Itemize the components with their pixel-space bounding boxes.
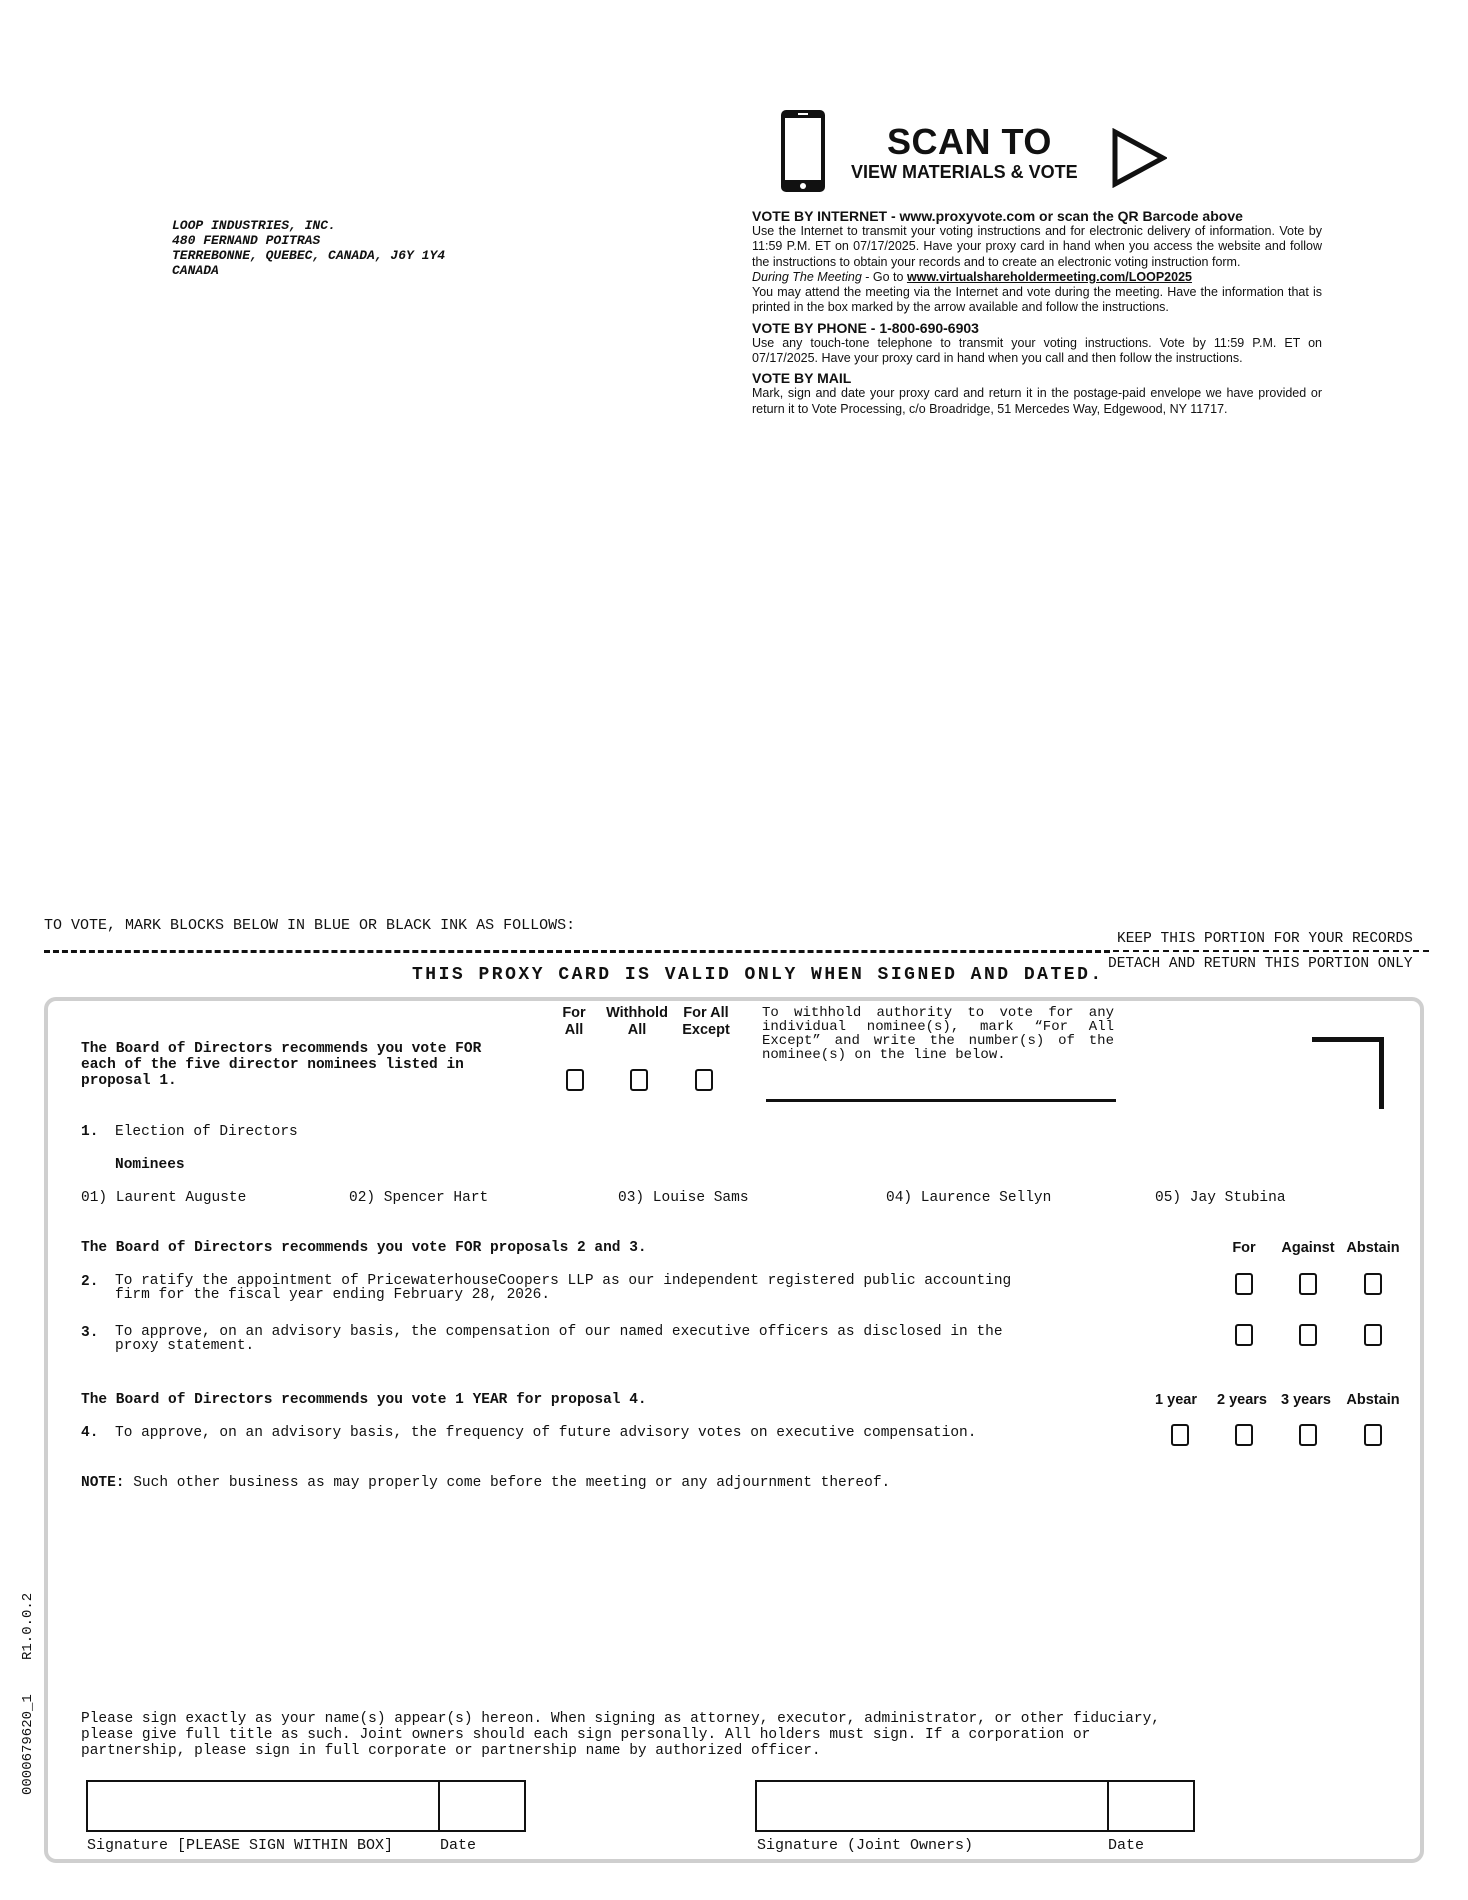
company-country: CANADA — [172, 263, 219, 278]
signing-instructions: Please sign exactly as your name(s) appear(s) hereon. When signing as attorney, executor, administrator, or other fiduciary, please give full title as such. Joint owners should each sign personally. All holders must sign. If a corporation or partnership, please sign in full corporate or partnership name by authorized officer. — [81, 1711, 1160, 1759]
proposal-3-abstain-checkbox[interactable] — [1364, 1324, 1382, 1346]
for-all-checkbox[interactable] — [566, 1069, 584, 1091]
withhold-all-checkbox[interactable] — [630, 1069, 648, 1091]
meeting-label: During The Meeting — [752, 269, 862, 284]
date-box-1[interactable] — [438, 1782, 524, 1830]
nominee-05: 05) Jay Stubina — [1155, 1190, 1286, 1206]
col-for-all-except: For All Except — [682, 1005, 730, 1038]
col-abstain: Abstain — [1346, 1240, 1400, 1256]
col-2-years: 2 years — [1217, 1392, 1267, 1408]
company-city: TERREBONNE, QUEBEC, CANADA, J6Y 1Y4 — [172, 248, 446, 263]
proposal-4-2-years-checkbox[interactable] — [1235, 1424, 1253, 1446]
nominee-02: 02) Spencer Hart — [349, 1190, 489, 1206]
board-recommendation-4: The Board of Directors recommends you vote 1 YEAR for proposal 4. — [81, 1392, 647, 1408]
mail-text: Mark, sign and date your proxy card and return it in the postage-paid envelope we have provided or return it to Vote Processing, c/o Broadridge, 51 Mercedes Way, Edgewood, NY 11717. — [752, 386, 1322, 416]
internet-text: Use the Internet to transmit your voting instructions and for electronic delivery of information. Vote by 11:59 P.M. ET on 07/17/2025. Have your proxy card in hand when you access the website and follow the instructions to obtain your records and to create an electronic voting instruction form. — [752, 224, 1322, 269]
internet-heading: VOTE BY INTERNET - www.proxyvote.com or scan the QR Barcode above — [752, 208, 1243, 224]
proposal-3-text: To approve, on an advisory basis, the compensation of our named executive officers as disclosed in the proxy statement. — [115, 1324, 1003, 1354]
phone-heading: VOTE BY PHONE - 1-800-690-6903 — [752, 319, 979, 336]
keep-dashed-line — [1113, 950, 1429, 952]
date-2-label: Date — [1108, 1837, 1145, 1854]
proposal-4-text: To approve, on an advisory basis, the frequency of future advisory votes on executive compensation. — [115, 1425, 977, 1441]
smartphone-icon — [779, 108, 827, 194]
phone-text: Use any touch-tone telephone to transmit your voting instructions. Vote by 11:59 P.M. ET on 07/17/2025. Have your proxy card in hand when you call and then follow the instructions. — [752, 335, 1322, 366]
proposal-1-number: 1. — [81, 1124, 99, 1140]
proposal-2-abstain-checkbox[interactable] — [1364, 1273, 1382, 1295]
proposal-2-against-checkbox[interactable] — [1299, 1273, 1317, 1295]
company-address — [172, 218, 445, 278]
proposal-4-number: 4. — [81, 1425, 99, 1441]
meeting-link[interactable]: www.virtualshareholdermeeting.com/LOOP2025 — [906, 269, 1192, 284]
board-recommendation-1: The Board of Directors recommends you vote FOR each of the five director nominees listed in proposal 1. — [81, 1041, 482, 1089]
scan-banner — [775, 108, 1175, 202]
col-withhold-all: Withhold All — [606, 1005, 668, 1038]
scan-subtitle: VIEW MATERIALS & VOTE — [851, 162, 1078, 182]
detach-portion-label: DETACH AND RETURN THIS PORTION ONLY — [1108, 956, 1413, 972]
signature-box-1[interactable] — [86, 1780, 526, 1832]
meeting-goto: - Go to — [861, 269, 907, 284]
date-1-label: Date — [440, 1837, 477, 1854]
date-box-2[interactable] — [1107, 1782, 1193, 1830]
valid-notice: THIS PROXY CARD IS VALID ONLY WHEN SIGNED AND DATED. — [412, 965, 1104, 985]
nominee-04: 04) Laurence Sellyn — [886, 1190, 1052, 1206]
proposal-2-number: 2. — [81, 1274, 99, 1290]
note-line — [81, 1475, 890, 1491]
signature-1-label: Signature [PLEASE SIGN WITHIN BOX] — [87, 1837, 394, 1854]
col-1-year: 1 year — [1155, 1392, 1197, 1408]
col-against: Against — [1281, 1240, 1335, 1256]
signature-box-2[interactable] — [755, 1780, 1195, 1832]
note-text: Such other business as may properly come before the meeting or any adjournment thereof. — [124, 1475, 891, 1491]
proposal-4-1-year-checkbox[interactable] — [1171, 1424, 1189, 1446]
meeting-text: You may attend the meeting via the Internet and vote during the meeting. Have the information that is printed in the box marked by the arrow available and follow the instructions. — [752, 285, 1322, 315]
nominees-heading: Nominees — [115, 1157, 185, 1173]
version-code: R1.0.0.2 — [20, 1592, 36, 1660]
note-label: NOTE: — [81, 1475, 125, 1491]
voting-instructions — [752, 208, 1322, 417]
col-for: For — [1232, 1240, 1256, 1256]
nominee-01: 01) Laurent Auguste — [81, 1190, 247, 1206]
col-3-years: 3 years — [1281, 1392, 1331, 1408]
control-number: 0000679620_1 — [20, 1694, 36, 1795]
detach-dashed-line — [44, 950, 1110, 953]
scan-title: SCAN TO — [887, 121, 1052, 162]
col-abstain-4: Abstain — [1346, 1392, 1400, 1408]
company-name: LOOP INDUSTRIES, INC. — [172, 218, 336, 233]
meeting-line — [752, 270, 1322, 285]
withhold-instructions: To withhold authority to vote for any individual nominee(s), mark “For All Except” and write the number(s) of the nominee(s) on the line below. — [762, 1005, 1114, 1063]
proposal-3-number: 3. — [81, 1325, 99, 1341]
proposal-4-3-years-checkbox[interactable] — [1299, 1424, 1317, 1446]
company-street: 480 FERNAND POITRAS — [172, 233, 321, 248]
mark-instructions: TO VOTE, MARK BLOCKS BELOW IN BLUE OR BLACK INK AS FOLLOWS: — [44, 917, 576, 934]
mail-heading: VOTE BY MAIL — [752, 370, 852, 387]
keep-portion-label: KEEP THIS PORTION FOR YOUR RECORDS — [1117, 931, 1413, 947]
proposal-1-text: Election of Directors — [115, 1124, 298, 1140]
for-all-except-checkbox[interactable] — [695, 1069, 713, 1091]
signature-2-label: Signature (Joint Owners) — [757, 1837, 974, 1854]
nominee-03: 03) Louise Sams — [618, 1190, 749, 1206]
except-nominee-line[interactable] — [766, 1099, 1116, 1102]
play-arrow-icon — [1111, 128, 1167, 188]
proposal-2-for-checkbox[interactable] — [1235, 1273, 1253, 1295]
col-for-all: For All — [562, 1005, 586, 1038]
corner-registration-mark — [1312, 1037, 1384, 1109]
proposal-3-against-checkbox[interactable] — [1299, 1324, 1317, 1346]
proposal-2-text: To ratify the appointment of PricewaterhouseCoopers LLP as our independent registered public accounting firm for the fiscal year ending February 28, 2026. — [115, 1273, 1012, 1303]
proposal-3-for-checkbox[interactable] — [1235, 1324, 1253, 1346]
proposal-4-abstain-checkbox[interactable] — [1364, 1424, 1382, 1446]
board-recommendation-2-3: The Board of Directors recommends you vote FOR proposals 2 and 3. — [81, 1240, 647, 1256]
